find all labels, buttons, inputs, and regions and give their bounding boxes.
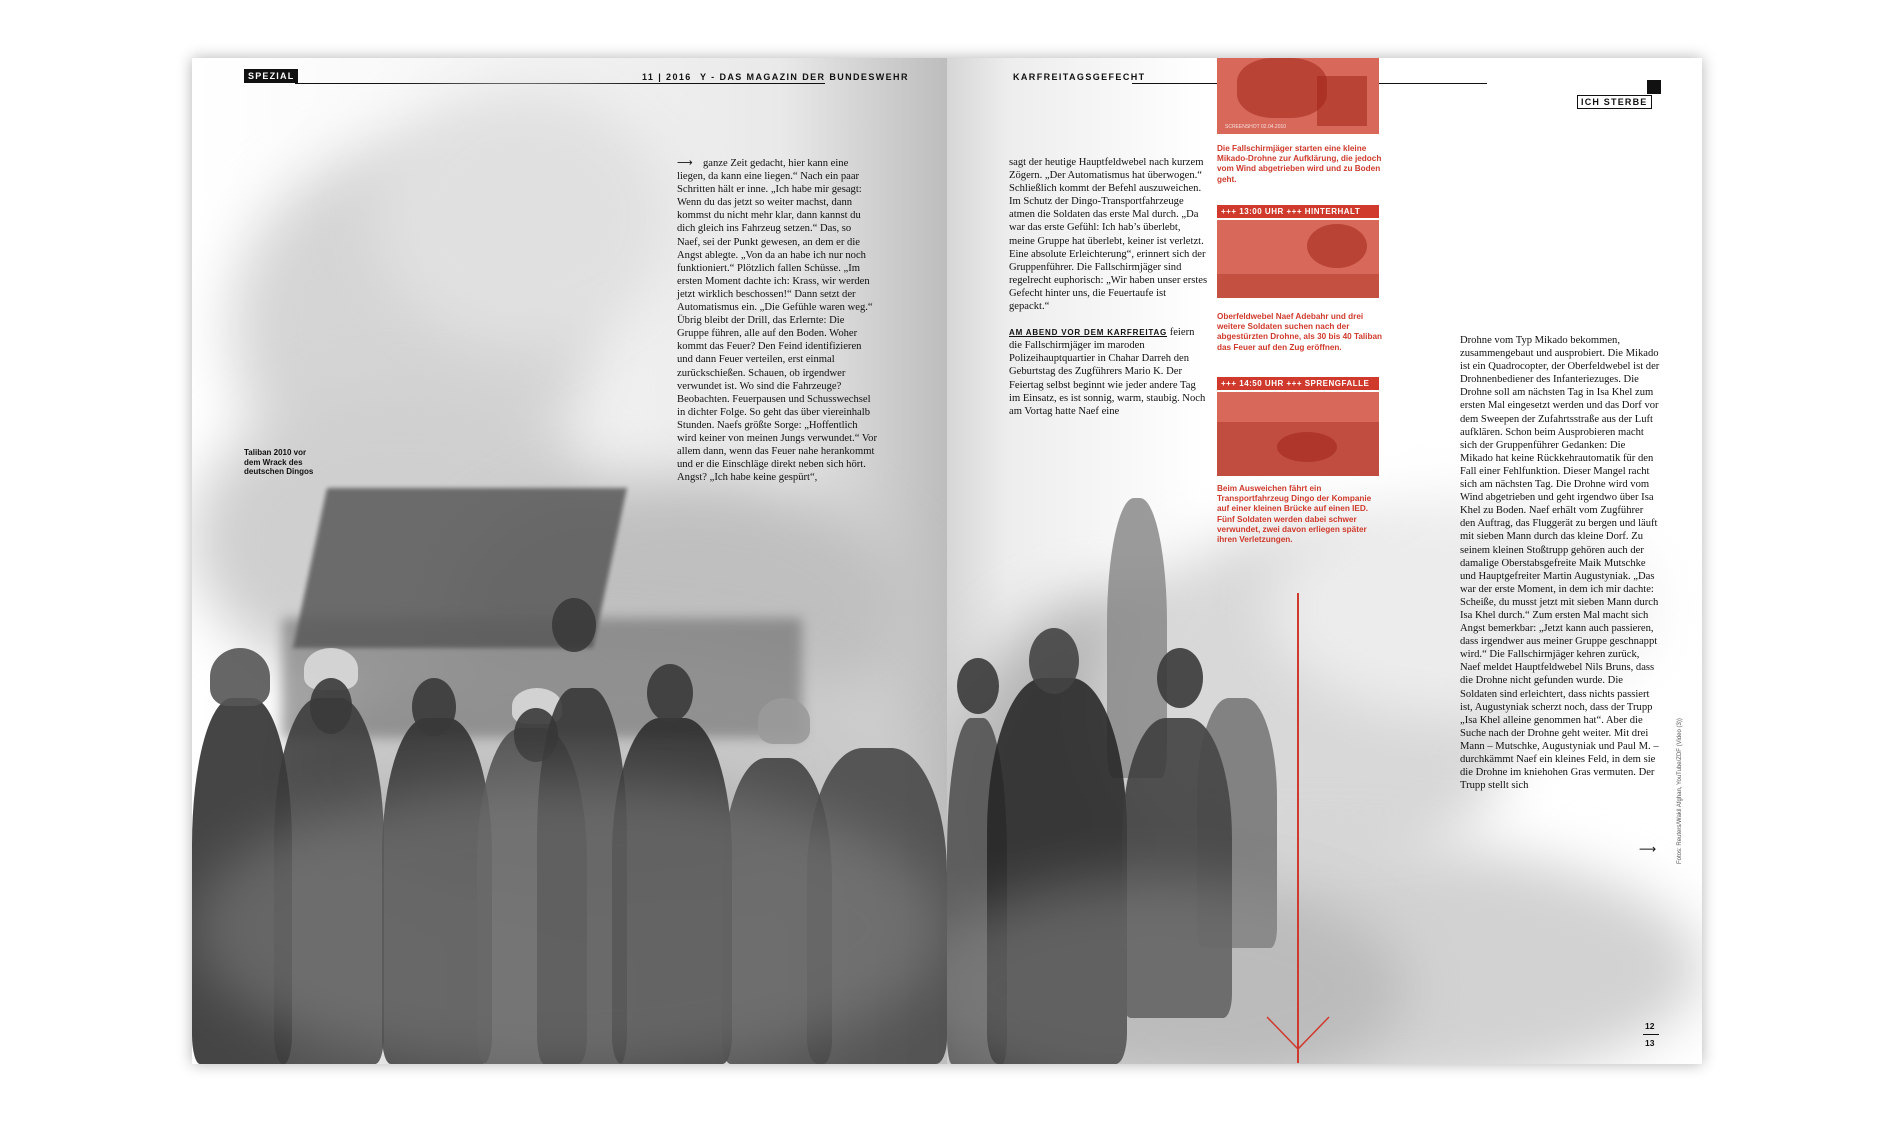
column-1-text: ganze Zeit gedacht, hier kann eine liegen, da kann eine liegen.“ Nach ein paar Schritten hält er inne. „Ich habe mir gesagt: Wenn du das jetzt so weiter machst, dann kommst du nicht mehr klar, dann kannst du dich gleich ins Fahrzeug setzen.“ Das, so Naef, sei der Punkt gewesen, an dem er die Angst ablegte. „Von da an habe ich nur noch funktioniert.“ Plötzlich fallen Schüsse. „Im ersten Moment dachte ich: Krass, wir werden jetzt wirklich beschossen!“ Dann setzt der Automatismus ein. „Die Gefühle waren weg.“ Übrig bleibt der Drill, das Erlernte: Die Gruppe führen, alle auf den Boden. Woher kommt das Feuer? Den Feind identifizieren und dann Feuer verteilen, erst einmal zurückschießen. Schauen, ob irgendwer verwundet ist. Wo sind die Fahrzeuge? Beobachten. Feuerpausen und Schusswechsel in dichter Folge. So geht das über viereinhalb Stunden. Naefs größte Sorge: „Hoffentlich wird keiner von meinen Jungs verwundet.“ Vor allem dann, wenn das Feuer nahe herankommt und er die Einschläge direkt neben sich hört. Angst? „Ich habe keine gespürt“, [677, 158, 877, 484]
column-3-text: Drohne vom Typ Mikado bekommen, zusammengebaut und ausprobiert. Die Mikado ist ein Quadrocopter, der Oberfeldwebel ist der Drohnenbediener des Infanteriezuges. Die Drohne soll am nächsten Tag in Isa Khel zum ersten Mal eingesetzt werden und das Dorf vor dem Sweepen der Zufahrtsstraße aus der Luft aufklären. Schon beim Ausprobieren macht sich der Gruppenführer Gedanken: Die Mikado hat keine Rückkehrautomatik für den Fall einer Fehlfunktion. Dieser Mangel racht sich am nächsten Tag. Die Drohne wird vom Wind abgetrieben und geht irgendwo über Isa Khel zu Boden. Naef erhält vom Zugführer den Auftrag, das Fluggerät zu bergen und läuft mit sieben Mann durch das kleine Dorf. Zu seinem kleinen Stoßtrupp gehören auch der damalige Oberstabsgefreite Maik Mutschke und Hauptgefreiter Martin Augustyniak. „Das war der erste Moment, in dem ich mir dachte: Scheiße, du musst jetzt mit sieben Mann durch Isa Khel durch.“ Zum ersten Mal macht sich Angst bemerkbar: „Jetzt kann auch passieren, dass irgendwer aus meiner Gruppe geschnappt wird.“ Die Fallschirmjäger kehren zurück, Naef meldet Hauptfeldwebel Nils Bruns, dass die Drohne nicht gefunden wurde. Die Soldaten sind erleichtert, dass nichts passiert ist, Augustyniak scherzt noch, dass der Trupp „Isa Khel alleine genommen hat“. Aber die Suche nach der Drohne geht weiter. Mit drei Mann – Mutschke, Augustyniak und Paul M. – durchkämmt Naef ein kleines Feld, in dem sie die Drohne im kniehohen Gras vermuten. Der Trupp stellt sich [1460, 335, 1660, 792]
issue-number: 11 | 2016 [642, 72, 692, 82]
left-page [192, 58, 947, 1064]
body-column-1 [677, 156, 877, 484]
image-timestamp: SCREENSHOT 02.04.2010 [1225, 124, 1287, 130]
page-number-12: 12 [1645, 1021, 1655, 1031]
photo-credit: Fotos: Reuters/Wakil Afghan, YouTube/ZDF (Video (3)) [1677, 718, 1683, 864]
timeline-image-ambush [1217, 220, 1379, 298]
right-page [947, 58, 1702, 1064]
body-column-3 [1460, 334, 1660, 792]
timeline-image-drone [1217, 58, 1379, 134]
magazine-title: Y - DAS MAGAZIN DER BUNDESWEHR [700, 72, 909, 82]
magazine-spread [192, 58, 1702, 1064]
lead-in: AM ABEND VOR DEM KARFREITAG [1009, 328, 1168, 338]
section-tag: SPEZIAL [244, 69, 298, 83]
continue-arrow-right-icon: ⟶ [1639, 842, 1657, 856]
page-number-13: 13 [1645, 1038, 1655, 1048]
page-number-rule [1643, 1034, 1659, 1035]
column-2a-text: sagt der heutige Hauptfeldwebel nach kurzem Zögern. „Der Automatismus hat überwogen.“ Schließlich kommt der Befehl auszuweichen. Im Schutz der Dingo-Transportfahrzeuge atmen die Soldaten das erste Mal durch. „Da war das erste Gefühl: Ich hab’s überlebt, meine Gruppe hat überlebt, keiner ist verletzt. Eine absolute Erleichterung“, erinnert sich der Gruppenführer. Die Fallschirmjäger sind regelrecht euphorisch: „Wir haben unser erstes Gefecht hinter uns, die Feuertaufe ist gepackt.“ [1009, 157, 1208, 313]
timeline-caption-2: Oberfeldwebel Naef Adebahr und drei weitere Soldaten suchen nach der abgestürzten Drohne, als 30 bis 40 Taliban das Feuer auf den Zug eröffnen. [1217, 312, 1383, 352]
section-title: KARFREITAGSGEFECHT [1013, 72, 1146, 82]
continue-arrow-icon: ⟶ [677, 156, 693, 169]
timeline-caption-1: Die Fallschirmjäger starten eine kleine Mikado-Drohne zur Aufklärung, die jedoch vom Wind abgetrieben wird und zu Boden geht. [1217, 144, 1382, 184]
timeline-image-ied [1217, 392, 1379, 476]
arrow-down-icon [1265, 1013, 1331, 1053]
section-tag-right: ICH STERBE [1577, 95, 1652, 109]
timeline-bar-ied: +++ 14:50 UHR +++ SPRENGFALLE [1217, 377, 1379, 390]
photo-caption: Taliban 2010 vor dem Wrack des deutschen Dingos [244, 448, 314, 476]
timeline-arrow-line [1297, 593, 1299, 1063]
timeline-caption-3: Beim Ausweichen fährt ein Transportfahrzeug Dingo der Kompanie auf einer kleinen Brücke auf einen IED. Fünf Soldaten werden dabei schwer verwundet, zwei davon erliegen später ihren Verletzungen. [1217, 484, 1372, 545]
column-2b-text: feiern die Fallschirmjäger im maroden Polizeihauptquartier in Chahar Darreh den Geburtstag des Zugführers Mario K. Der Feiertag selbst beginnt wie jeder andere Tag im Einsatz, es ist sonnig, warm, staubig. Noch am Vortag hatte Naef eine [1009, 327, 1206, 417]
timeline-bar-ambush: +++ 13:00 UHR +++ HINTERHALT [1217, 205, 1379, 218]
body-column-2 [1009, 156, 1209, 418]
